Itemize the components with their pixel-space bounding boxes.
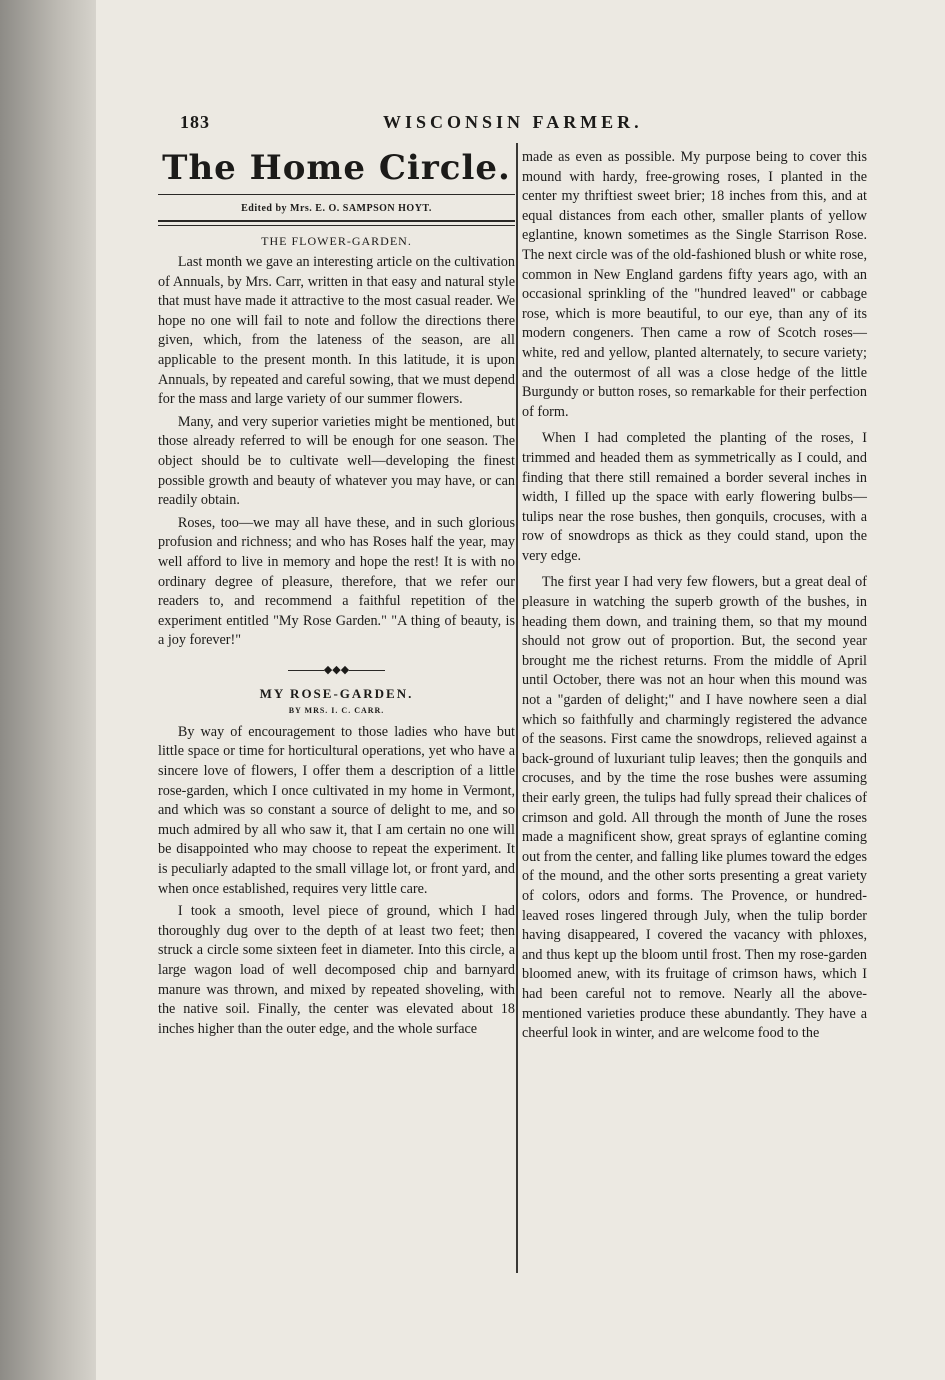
article-title-rose-garden: MY ROSE-GARDEN. — [259, 685, 414, 701]
right-column — [522, 148, 867, 1044]
journal-title: WISCONSIN FARMER. — [383, 112, 643, 132]
section-title: The Home Circle. — [162, 148, 511, 188]
column-divider — [516, 143, 518, 1273]
paragraph: Many, and very superior varieties might be mentioned, but those already referred to will be enough for one season. The object should be to cultivate well—developing the finest possible growth and beauty of whatever you may have, or can readily obtain. — [158, 413, 515, 509]
section-ornament: ◆◆◆ — [158, 663, 515, 676]
running-head — [180, 112, 680, 136]
page-number: 183 — [180, 112, 210, 132]
left-column — [158, 145, 515, 1039]
paragraph: When I had completed the planting of the roses, I trimmed and headed them as symmetrically as I could, and finding that there still remained a border several inches in width, I filled up the space with early flowering bulbs—tulips near the rose bushes, then gonquils, crocuses, with a row of snowdrops as thick as they could stand, upon the very edge. — [522, 430, 867, 564]
page-binding-shadow — [0, 0, 96, 1380]
editor-line: Edited by Mrs. E. O. SAMPSON HOYT. — [241, 203, 432, 214]
paragraph: Last month we gave an interesting article on the cultivation of Annuals, by Mrs. Carr, written in that easy and natural style that must have made it attractive to the most casual reader. We hope no one will fail to note and follow the directions there given, which, from the lateness of the season, are all applicable to the present month. In this latitude, it is upon Annuals, by repeated and careful sowing, that we must depend for the mass and large variety of our summer flowers. — [158, 254, 515, 408]
masthead-rule — [158, 194, 515, 195]
paragraph: By way of encouragement to those ladies who have but little space or time for horticultural operations, yet who have a sincere love of flowers, I offer them a description of a little rose-garden, which I once cultivated in my home in Vermont, and which was so constant a source of delight to me, and so much admired by all who saw it, that I am certain no one will be disappointed who may choose to repeat the experiment. It is peculiarly adapted to the small village lot, or front yard, and when once established, requires very little care. — [158, 723, 515, 897]
paragraph: Roses, too—we may all have these, and in such glorious profusion and richness; and who has Roses half the year, may well afford to live in memory and hope the rest! It is with no ordinary degree of pleasure, therefore, that we refer our readers to, and recommend a faithful repetition of the experiment entitled "My Rose Garden." "A thing of beauty, is a joy forever!" — [158, 514, 515, 649]
editor-rule-thin — [158, 225, 515, 226]
paragraph: made as even as possible. My purpose being to cover this mound with hardy, free-growing roses, I planted in the center my thriftiest sweet brier; 18 inches from this, and at equal distances from each other, smaller plants of yellow eglantine, known sometimes as the Single Starrison Rose. The next circle was of the old-fashioned blush or white rose, common in New England gardens fifty years ago, with an occasional sprinkling of the "hundred leaved" or cabbage rose, which is more beautiful, to our eye, than any of its modern congeners. Then came a row of Scotch roses—white, red and yellow, planted alternately, to secure variety; and the outermost of all was a close hedge of the little Burgundy or button roses, so remarkable for their perfection of form. — [522, 149, 867, 420]
editor-rule-thick — [158, 220, 515, 222]
paragraph: The first year I had very few flowers, but a great deal of pleasure in watching the superb growth of the bushes, in heading them down, and training them, so that my mound should not grow out of proportion. But, the second year brought me the richest returns. From the middle of April until October, there was not an hour when this mound was not a "garden of delight;" and I have nowhere seen a dial which so faithfully and charmingly registered the advance of the seasons. First came the snowdrops, relieved against a back-ground of luxuriant tulip leaves; then the gonquils and crocuses, and by the time the rose bushes were assuming their early green, the tulips had fully spread their chalices of crimson and gold. All through the month of June the roses made a magnificent show, great sprays of eglantine coming out from the center, and falling like plumes toward the edges of the mound, and the other sorts presenting a great variety of colors, odors and forms. The Provence, or hundred-leaved roses lingered through July, when the tulip border having disappeared, I covered the vacancy with phloxes, and thus kept up the bloom until frost. Then my rose-garden bloomed anew, with its fruitage of crimson haws, which I had been careful not to remove. Nearly all the above-mentioned varieties produce these abundantly. They have a cheerful look in winter, and are welcome food to the — [522, 574, 867, 1042]
paragraph: I took a smooth, level piece of ground, which I had thoroughly dug over to the depth of at least two feet; then struck a circle some sixteen feet in diameter. Into this circle, a large wagon load of well decomposed chip and barnyard manure was thrown, and mixed by repeated shoveling, with the native soil. Finally, the center was elevated about 18 inches higher than the outer edge, and the whole surface — [158, 903, 515, 1037]
article-byline: BY MRS. I. C. CARR. — [288, 705, 385, 715]
article-title-flower-garden: THE FLOWER-GARDEN. — [261, 234, 412, 248]
